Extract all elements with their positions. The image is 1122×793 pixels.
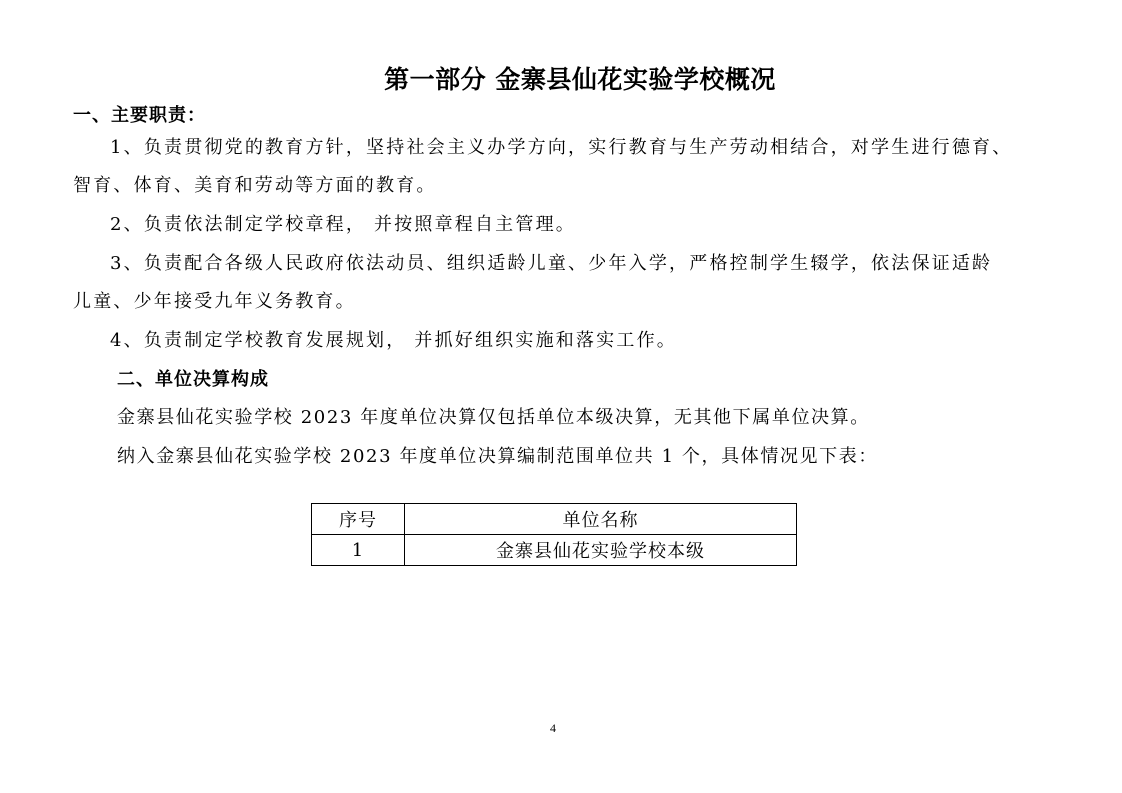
table-header-unit-name: 单位名称 — [405, 504, 797, 535]
page-title: 第一部分 金寨县仙花实验学校概况 — [384, 65, 776, 94]
budget-scope-text: 金寨县仙花实验学校 2023 年度单位决算仅包括单位本级决算，无其他下属单位决算。 — [117, 407, 870, 428]
table-row — [312, 535, 797, 566]
section-heading-main-duties: 一、主要职责： — [73, 105, 206, 126]
duty-2: 2、负责依法制定学校章程， 并按照章程自主管理。 — [110, 214, 576, 235]
unit-table — [311, 503, 797, 566]
duty-3-line-1: 3、负责配合各级人民政府依法动员、组织适龄儿童、少年入学，严格控制学生辍学，依法保证适龄 — [110, 253, 993, 274]
section-heading-budget-composition: 二、单位决算构成 — [117, 369, 269, 390]
table-header-row — [312, 504, 797, 535]
budget-unit-count-text: 纳入金寨县仙花实验学校 2023 年度单位决算编制范围单位共 1 个，具体情况见下表： — [117, 446, 878, 467]
duty-4: 4、负责制定学校教育发展规划， 并抓好组织实施和落实工作。 — [110, 330, 677, 351]
duty-1-line-2: 智育、体育、美育和劳动等方面的教育。 — [73, 175, 437, 196]
duty-1-line-1: 1、负责贯彻党的教育方针，坚持社会主义办学方向，实行教育与生产劳动相结合，对学生进行德育、 — [110, 137, 1013, 158]
table-cell-index: 1 — [312, 535, 405, 566]
table-header-index: 序号 — [312, 504, 405, 535]
duty-3-line-2: 儿童、少年接受九年义务教育。 — [73, 291, 356, 312]
page-number: 4 — [550, 721, 556, 735]
table-cell-unit-name: 金寨县仙花实验学校本级 — [405, 535, 797, 566]
